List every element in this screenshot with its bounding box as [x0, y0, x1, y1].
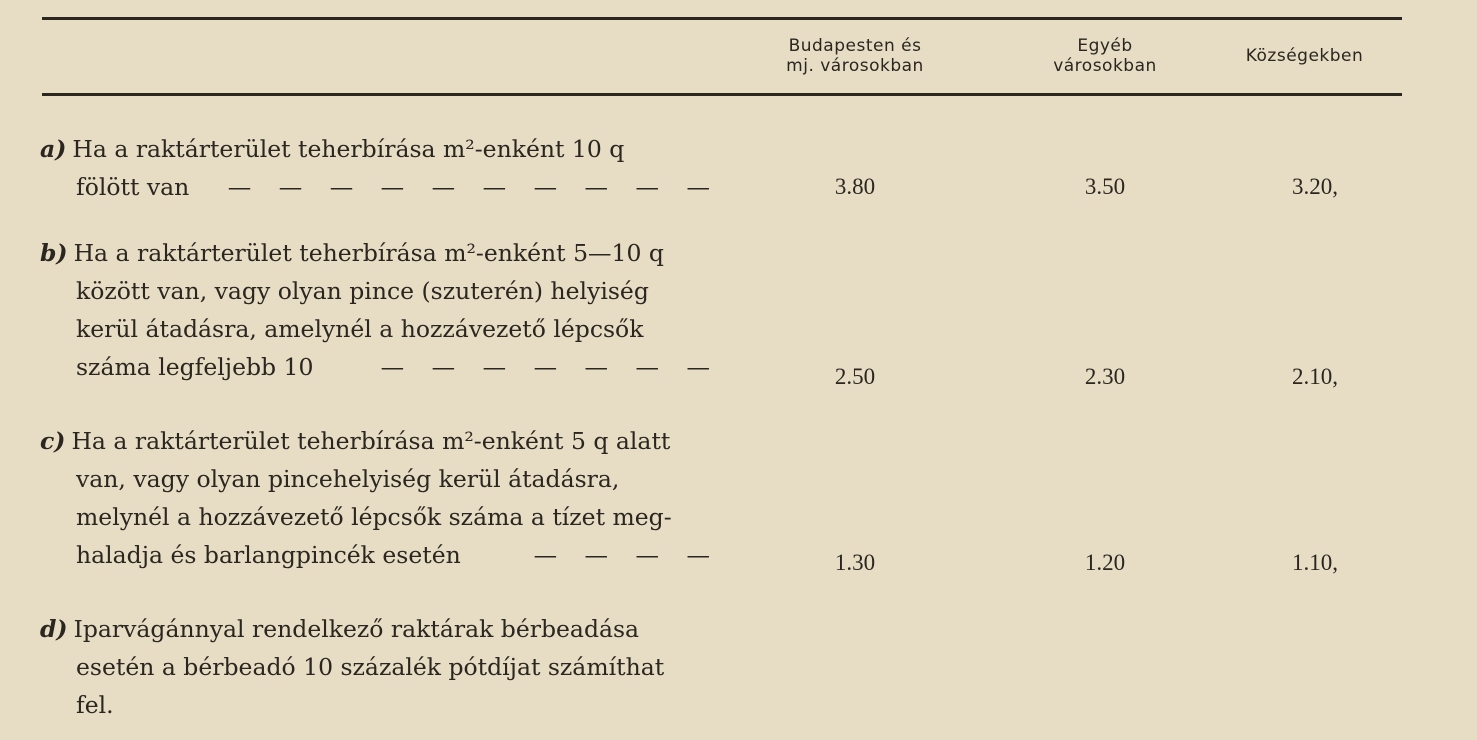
table-row-c [40, 422, 720, 574]
row-text: Iparvágánnyal rendelkező raktárak bérbeadása [73, 615, 640, 643]
row-text: esetén a bérbeadó 10 százalék pótdíjat számíthat [76, 653, 665, 681]
row-text: van, vagy olyan pincehelyiség kerül átadásra, [76, 465, 620, 493]
row-marker: c) [40, 427, 66, 455]
row-text: fölött van [76, 173, 190, 201]
row-text: haladja és barlangpincék esetén [76, 541, 461, 569]
value-villages: 3.20, [1292, 174, 1338, 199]
column-header-villages: Községekben [1245, 46, 1364, 66]
table-row-a [40, 130, 720, 206]
value-budapest: 3.80 [834, 174, 876, 199]
row-text: Ha a raktárterület teherbírása m²-enként 5—10 q [73, 239, 664, 267]
row-text: Ha a raktárterület teherbírása m²-enként 10 q [72, 135, 625, 163]
value-villages: 2.10, [1292, 364, 1338, 389]
header-rule [42, 93, 1402, 96]
leader-dashes: — — — — [533, 541, 720, 569]
leader-dashes: — — — — — — — [380, 353, 720, 381]
row-marker: d) [40, 615, 68, 643]
leader-dashes: — — — — — — — — — — [227, 173, 720, 201]
value-other-cities: 1.20 [1084, 550, 1126, 575]
row-marker: a) [40, 135, 67, 163]
value-villages: 1.10, [1292, 550, 1338, 575]
value-budapest: 2.50 [834, 364, 876, 389]
row-marker: b) [40, 239, 68, 267]
row-text: között van, vagy olyan pince (szuterén) helyiség [76, 277, 649, 305]
table-row-b [40, 234, 720, 386]
row-text: fel. [76, 691, 114, 719]
value-other-cities: 2.30 [1084, 364, 1126, 389]
column-header-other-cities: Egyéb városokban [1053, 36, 1157, 76]
column-header-budapest: Budapesten és mj. városokban [786, 36, 924, 76]
table-row-d [40, 610, 720, 724]
value-other-cities: 3.50 [1084, 174, 1126, 199]
row-text: kerül átadásra, amelynél a hozzávezető lépcsők [76, 315, 644, 343]
row-text: melynél a hozzávezető lépcsők száma a tízet meg- [76, 503, 672, 531]
top-rule [42, 17, 1402, 20]
value-budapest: 1.30 [834, 550, 876, 575]
row-text: száma legfeljebb 10 [76, 353, 314, 381]
row-text: Ha a raktárterület teherbírása m²-enként 5 q alatt [71, 427, 671, 455]
